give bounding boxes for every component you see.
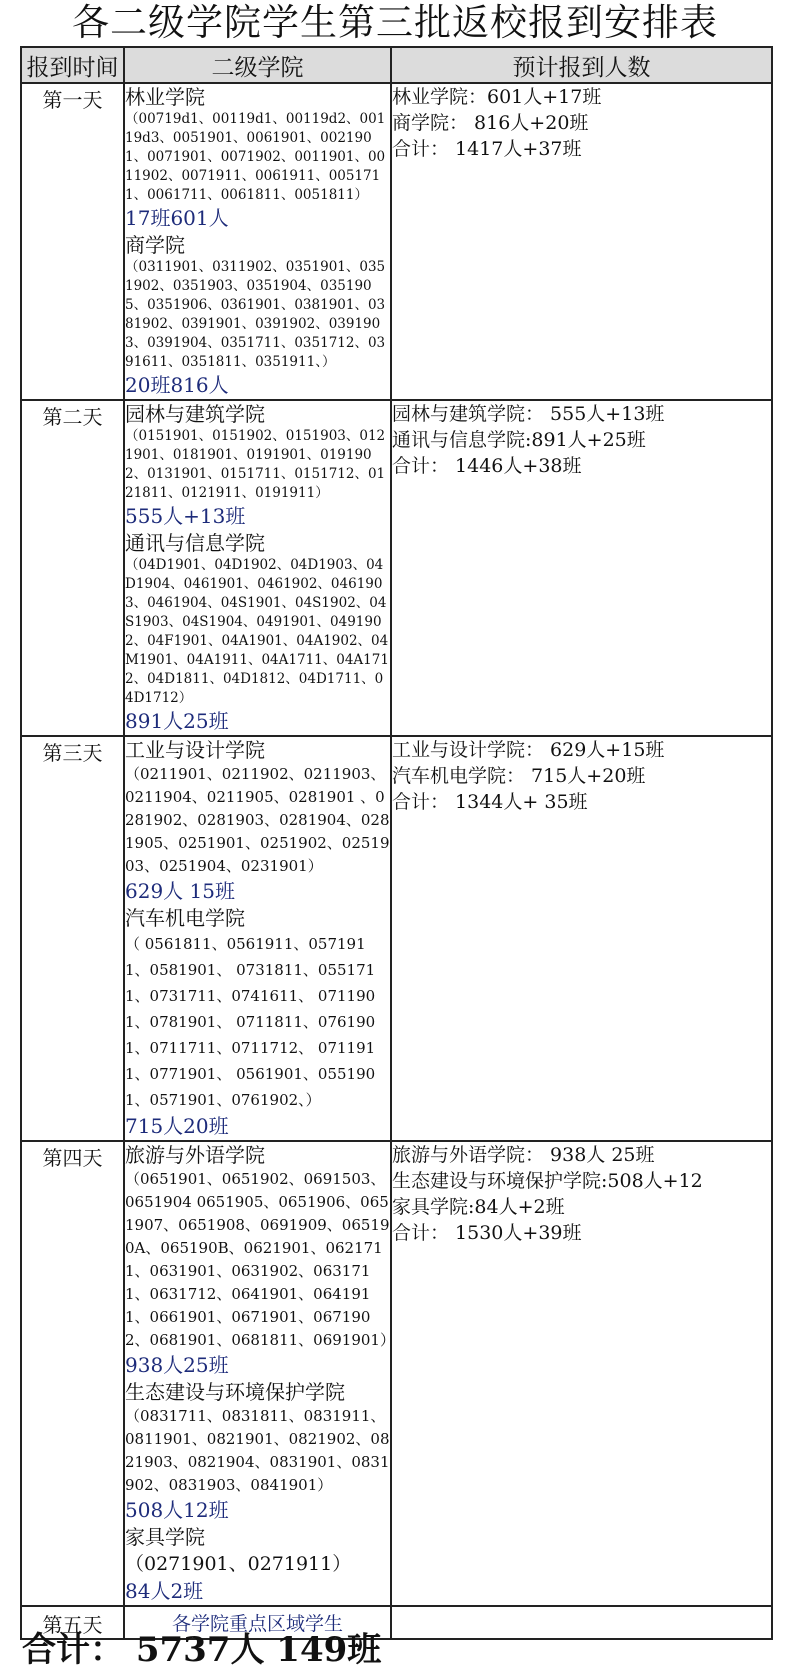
class-codes: （0651901、0651902、0691503、0651904 0651905、0651906、0651907、0651908、0691909、065190A、065190B、0621901、0621711、0631901、0631902、0631711、0631712、0641901、0641911、0661901、0671901、0671902、0681901、0681811、0691901） bbox=[125, 1170, 395, 1349]
college-name: 旅游与外语学院 bbox=[125, 1143, 265, 1167]
summary-line: 园林与建筑学院： 555人+13班 bbox=[392, 403, 665, 425]
summary-line: 林业学院：601人+17班 bbox=[392, 86, 602, 108]
schedule-table bbox=[20, 46, 773, 1640]
summary-cell bbox=[391, 1141, 772, 1606]
summary-line: 合计： 1344人+ 35班 bbox=[392, 791, 588, 813]
header-row bbox=[21, 47, 772, 83]
summary-cell-empty bbox=[391, 1606, 772, 1639]
college-name: 工业与设计学院 bbox=[125, 738, 265, 762]
college-count: 508人12班 bbox=[125, 1498, 229, 1522]
college-count: 17班601人 bbox=[125, 206, 229, 230]
college-note: 各学院重点区域学生 bbox=[124, 1606, 391, 1639]
header-time: 报到时间 bbox=[21, 47, 124, 83]
table-row bbox=[21, 400, 772, 736]
college-cell bbox=[124, 1141, 395, 1606]
college-count: 20班816人 bbox=[125, 373, 229, 397]
summary-line: 家具学院:84人+2班 bbox=[392, 1196, 565, 1218]
class-codes: （0271901、0271911） bbox=[125, 1553, 352, 1575]
college-name: 商学院 bbox=[125, 233, 185, 257]
summary-line: 生态建设与环境保护学院:508人+12 bbox=[392, 1170, 703, 1192]
summary-cell bbox=[391, 400, 772, 736]
day-label: 第五天 bbox=[21, 1606, 124, 1639]
page-title: 各二级学院学生第三批返校报到安排表 bbox=[72, 1, 718, 44]
summary-line: 合计： 1446人+38班 bbox=[392, 455, 582, 477]
class-codes: （0211901、0211902、0211903、0211904、0211905、0281901 、0281902、0281903、0281904、0281905、0251901、0251902、0251903、0251904、0231901） bbox=[125, 765, 390, 875]
college-cell bbox=[124, 400, 391, 736]
college-name: 通讯与信息学院 bbox=[125, 531, 265, 555]
class-codes: （0311901、0311902、0351901、0351902、0351903、0351904、0351905、0351906、0361901、0381901、0381902、0391901、0391902、0391903、0391904、0351711、0351712、0391611、0351811、0351911、） bbox=[125, 259, 386, 370]
class-codes: （ 0561811、0561911、0571911、0581901、 0731811、0551711、0731711、0741611、 0711901、0781901、 0711811、0761901、0711711、0711712、 0711911、0771901、 0561901、0551901、0571901、0761902、） bbox=[125, 935, 376, 1109]
header-college: 二级学院 bbox=[124, 47, 391, 83]
grand-total: 合计： 5737人 149班 bbox=[22, 1630, 382, 1670]
college-name: 生态建设与环境保护学院 bbox=[125, 1380, 345, 1404]
class-codes: （0151901、0151902、0151903、0121901、0181901、0191901、0191902、0131901、0151711、0151712、0121811、0121911、0191911） bbox=[125, 428, 386, 501]
class-codes: （0831711、0831811、0831911、0811901、0821901、0821902、0821903、0821904、0831901、0831902、0831903、0841901） bbox=[125, 1407, 390, 1494]
day-label: 第二天 bbox=[21, 400, 124, 736]
summary-line: 汽车机电学院： 715人+20班 bbox=[392, 765, 646, 787]
college-count: 938人25班 bbox=[125, 1353, 229, 1377]
day-label: 第三天 bbox=[21, 736, 124, 1141]
summary-line: 商学院： 816人+20班 bbox=[392, 112, 589, 134]
college-count: 715人20班 bbox=[125, 1114, 229, 1138]
summary-cell bbox=[391, 736, 772, 1141]
college-count: 84人2班 bbox=[125, 1579, 204, 1603]
college-count: 555人+13班 bbox=[125, 504, 246, 528]
class-codes: （00719d1、00119d1、00119d2、00119d3、0051901、0061901、0021901、0071901、0071902、0011901、0011902、0071911、0061911、0051711、0061711、0061811、0051811） bbox=[125, 111, 386, 203]
summary-line: 工业与设计学院： 629人+15班 bbox=[392, 739, 665, 761]
day-label: 第一天 bbox=[21, 83, 124, 400]
college-count: 891人25班 bbox=[125, 709, 229, 733]
college-cell bbox=[124, 83, 391, 400]
table-row bbox=[21, 736, 772, 1141]
header-expected: 预计报到人数 bbox=[391, 47, 772, 83]
table-row bbox=[21, 83, 772, 400]
summary-line: 合计： 1530人+39班 bbox=[392, 1222, 582, 1244]
summary-line: 合计： 1417人+37班 bbox=[392, 138, 582, 160]
college-name: 家具学院 bbox=[125, 1525, 205, 1549]
college-name: 汽车机电学院 bbox=[125, 906, 245, 930]
summary-line: 通讯与信息学院:891人+25班 bbox=[392, 429, 646, 451]
college-name: 林业学院 bbox=[125, 85, 205, 109]
day-label: 第四天 bbox=[21, 1141, 124, 1606]
college-name: 园林与建筑学院 bbox=[125, 402, 265, 426]
summary-line: 旅游与外语学院： 938人 25班 bbox=[392, 1144, 655, 1166]
college-count: 629人 15班 bbox=[125, 879, 235, 903]
class-codes: （04D1901、04D1902、04D1903、04D1904、0461901、0461902、0461903、0461904、04S1901、04S1902、04S1903、04S1904、0491901、0491902、04F1901、04A1901、04A1902、04M1901、04A1911、04A1711、04A1712、04D1811、04D1812、04D1711、04D1712） bbox=[125, 557, 389, 706]
summary-cell bbox=[391, 83, 772, 400]
college-cell bbox=[124, 736, 391, 1141]
table-row bbox=[21, 1141, 772, 1606]
